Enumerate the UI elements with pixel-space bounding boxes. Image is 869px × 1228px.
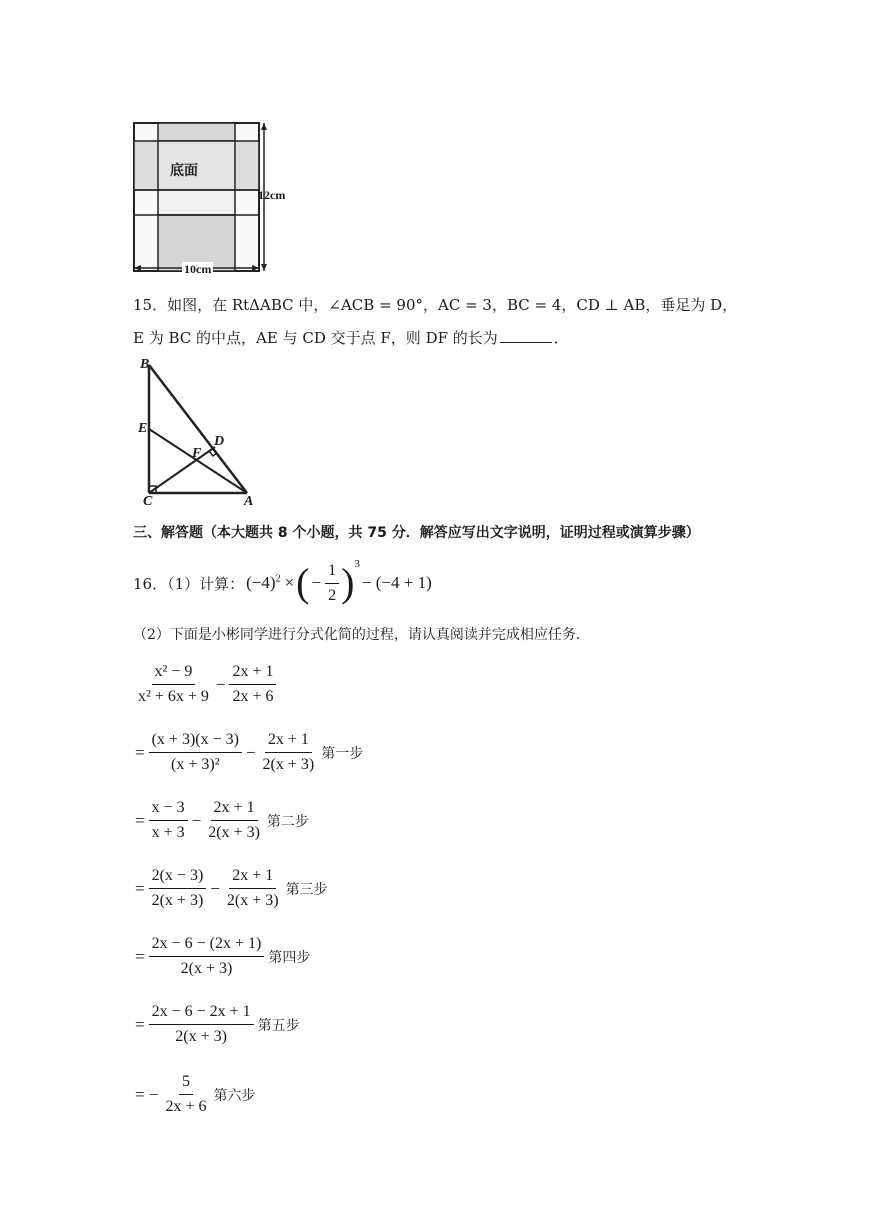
step-2: = $\frac{x - 3}{x + 3}$ − $\frac{2x + 1}{2(x + 3)}$ 第二步 xyxy=(135,799,309,841)
q15-line1 xyxy=(133,295,737,315)
section-heading: 三、解答题（本大题共 8 个小题，共 75 分．解答应写出文字说明，证明过程或演算步骤） xyxy=(133,525,700,541)
q16-number: 16．（1）计算： xyxy=(133,574,245,593)
step-label: 第三步 xyxy=(285,881,328,898)
step-label: 第六步 xyxy=(213,1087,256,1104)
point-label-E: E xyxy=(138,421,148,436)
triangle-figure xyxy=(133,355,263,515)
step-4: = $\frac{2x - 6 - (2x + 1)}{2(x + 3)}$ 第四步 xyxy=(135,935,311,977)
q15-line2 xyxy=(133,328,569,348)
q16-part2: （2）下面是小彬同学进行分式化简的过程，请认真阅读并完成相应任务． xyxy=(133,627,590,643)
q16-part1: 16．（1）计算： $(-4)^2$ × ( − $\frac{1}{2}$ ) $^3$ − (−4 + 1) xyxy=(133,558,432,605)
fig14-face-label: 底面 xyxy=(170,163,198,179)
point-label-D: D xyxy=(214,434,225,449)
step-6: = − $\frac{5}{2x + 6}$ 第六步 xyxy=(135,1073,256,1115)
q16-half: $\frac{1}{2}$ xyxy=(325,561,339,606)
point-label-B: B xyxy=(140,357,150,372)
step-5: = $\frac{2x - 6 - 2x + 1}{2(x + 3)}$ 第五步 xyxy=(135,1003,300,1045)
q15-text2: E 为 BC 的中点，AE 与 CD 交于点 F，则 DF 的长为 xyxy=(133,329,498,347)
step-label: 第五步 xyxy=(257,1017,300,1034)
point-label-C: C xyxy=(143,494,153,509)
q16-times: × xyxy=(284,573,295,592)
point-label-A: A xyxy=(244,494,254,509)
q15-text2-end: ． xyxy=(553,329,569,347)
step-label: 第四步 xyxy=(268,949,311,966)
q16-paren-close: ) xyxy=(341,560,355,605)
step-1: = $\frac{(x + 3)(x - 3)}{\text{(x + 3)²}}$ − $\frac{2x + 1}{2(x + 3)}$ 第一步 xyxy=(135,731,364,773)
answer-blank xyxy=(500,342,552,343)
step-label: 第一步 xyxy=(321,745,364,762)
q16-base: $(-4)^2$ xyxy=(246,573,281,592)
q15-text1: 如图，在 RtΔABC 中，∠ACB = 90°，AC = 3，BC = 4，CD ⊥ AB，垂足为 D， xyxy=(167,296,738,314)
fig14-height-label: 12cm xyxy=(258,188,286,202)
fig14-width-label: 10cm xyxy=(184,262,212,276)
step-3: = $\frac{2(x - 3)}{2(x + 3)}$ − $\frac{2x + 1}{2(x + 3)}$ 第三步 xyxy=(135,867,328,909)
q16-cube: 3 xyxy=(354,558,360,570)
q16-tail: − (−4 + 1) xyxy=(361,573,432,592)
q15-number: 15． xyxy=(133,296,168,314)
point-label-F: F xyxy=(192,446,202,461)
step-0: $\frac{\text{x² − 9}}{\text{x² + 6x + 9}}$ − $\frac{2x + 1}{2x + 6}$ xyxy=(133,662,278,707)
step-label: 第二步 xyxy=(266,813,309,830)
q16-paren: ( xyxy=(296,560,310,605)
